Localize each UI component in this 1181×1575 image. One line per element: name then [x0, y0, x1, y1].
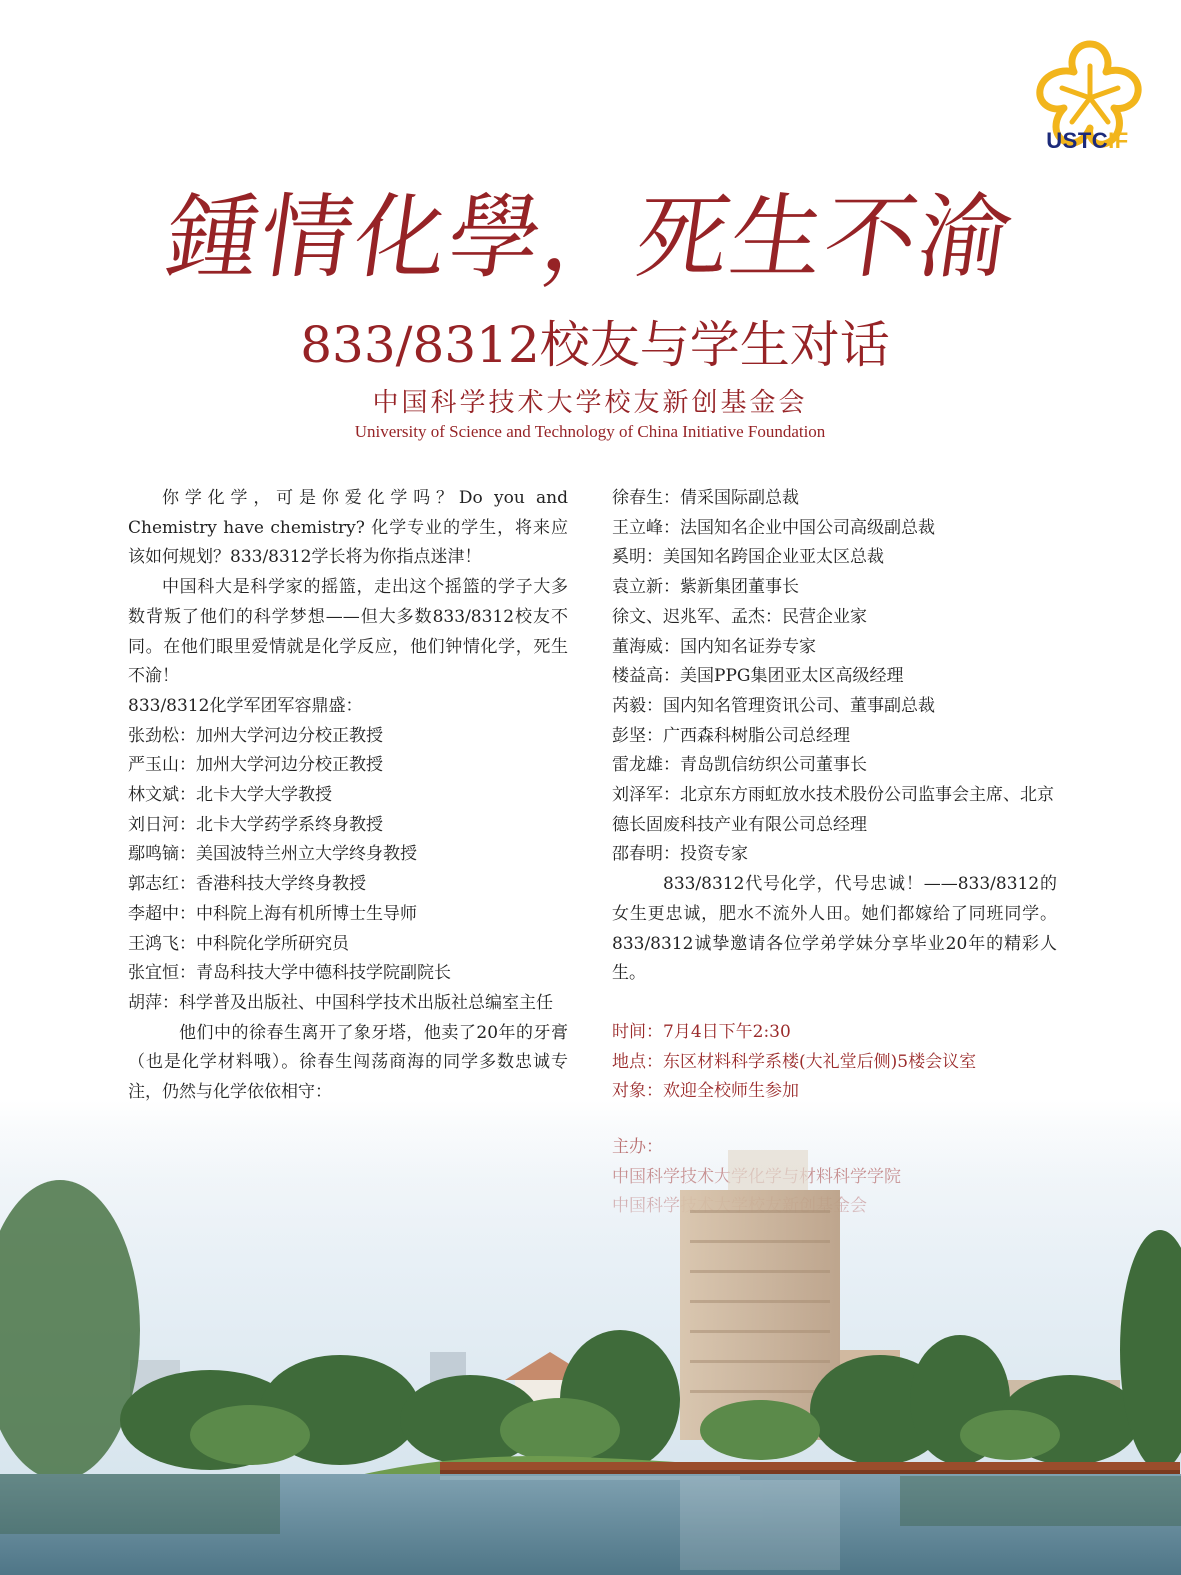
left-column — [128, 484, 568, 1108]
logo-wordmark: USTCIF — [1046, 128, 1129, 153]
list-item: 王鸿飞：中科院化学所研究员 — [128, 933, 349, 954]
campus-lake-photo — [0, 1090, 1181, 1575]
list-item: 楼益高：美国PPG集团亚太区高级经理 — [612, 666, 904, 687]
event-time: 时间：7月4日下午2:30 — [612, 1021, 791, 1042]
closing-paragraph: 833/8312代号化学，代号忠诚！——833/8312的女生更忠诚，肥水不流外人田。她们都嫁给了同班同学。833/8312诚挚邀请各位学弟学妹分享毕业20年的精彩人生。 — [612, 874, 1057, 984]
list-item: 张劲松：加州大学河边分校正教授 — [128, 725, 383, 746]
closing-paragraph: 他们中的徐春生离开了象牙塔，他卖了20年的牙膏（也是化学材料哦）。徐春生闯荡商海的同学多数忠诚专 — [128, 1022, 568, 1073]
event-place: 地点：东区材料科学系楼(大礼堂后侧)5楼会议室 — [612, 1051, 977, 1072]
calligraphy-title: 鍾情化學，死生不渝 — [159, 184, 1021, 291]
list-heading: 833/8312化学军团军容鼎盛： — [128, 695, 363, 716]
list-item: 鄢鸣镝：美国波特兰州立大学终身教授 — [128, 844, 417, 865]
list-item: 刘泽军：北京东方雨虹放水技术股份公司监事会主席、北京德长固废科技产业有限公司总经理 — [612, 785, 1054, 835]
intro-paragraph: 中国科大是科学家的摇篮，走出这个摇篮的学子大多数背叛了他们的科学梦想——但大多数833/8312校友不同。在他们眼里爱情就是化学反应，他们钟情化学，死生不渝！ — [128, 577, 568, 687]
list-item: 徐文、迟兆军、孟杰：民营企业家 — [612, 606, 867, 627]
list-item: 邵春明：投资专家 — [612, 844, 748, 865]
list-item: 芮毅：国内知名管理资讯公司、董事副总裁 — [612, 695, 935, 716]
list-item: 刘日河：北卡大学药学系终身教授 — [128, 814, 383, 835]
list-item: 王立峰：法国知名企业中国公司高级副总裁 — [612, 517, 935, 538]
page-title: 833/8312校友与学生对话 — [300, 316, 890, 374]
org-name-cn: 中国科学技术大学校友新创基金会 — [372, 388, 808, 418]
list-item: 郭志红：香港科技大学终身教授 — [128, 874, 366, 895]
list-item: 徐春生：倩采国际副总裁 — [612, 488, 799, 508]
list-item: 胡萍：科学普及出版社、中国科学技术出版社总编室主任 — [128, 992, 553, 1013]
list-item: 彭坚：广西森科树脂公司总经理 — [612, 725, 850, 746]
list-item: 严玉山：加州大学河边分校正教授 — [128, 755, 383, 776]
intro-paragraph: 你学化学，可是你爱化学吗？Do you and Chemistry have chemistry? 化学专业的学生，将来应该如何规划？833/8312学长将为你指点迷津！ — [128, 488, 568, 568]
list-item: 奚明：美国知名跨国企业亚太区总裁 — [612, 547, 884, 568]
list-item: 张宜恒：青岛科技大学中德科技学院副院长 — [128, 963, 451, 984]
list-item: 董海威：国内知名证券专家 — [612, 636, 816, 657]
list-item: 林文斌：北卡大学大学教授 — [128, 785, 332, 806]
list-item: 雷龙雄：青岛凯信纺织公司董事长 — [612, 755, 867, 776]
list-item: 李超中：中科院上海有机所博士生导师 — [128, 903, 417, 924]
list-item: 袁立新：紫新集团董事长 — [612, 577, 799, 598]
org-name-en: University of Science and Technology of China Initiative Foundation — [354, 422, 826, 441]
